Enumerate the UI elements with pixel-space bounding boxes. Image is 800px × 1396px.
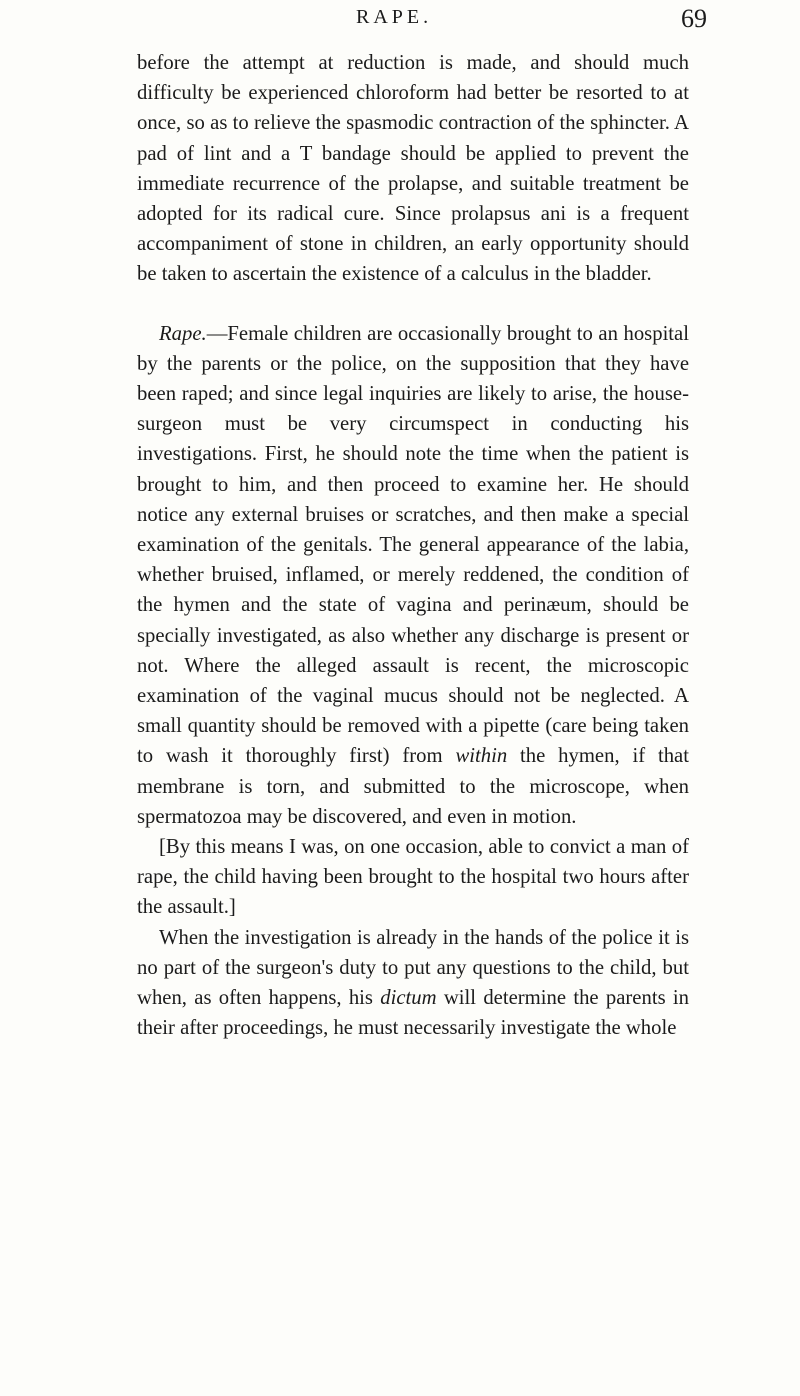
- section-heading-rape: Rape.: [159, 322, 207, 345]
- paragraph-police-text-a: When the investigation is already in the hands of the police it is no part of the surgeon's duty to put any questions to the child, but when, as often happens, his: [137, 926, 689, 1010]
- body-text: [137, 48, 689, 1044]
- running-title: RAPE.: [356, 6, 433, 28]
- paragraph-bracketed-note: [By this means I was, on one occasion, able to convict a man of rape, the child having been brought to the hospital two hours after the assault.]: [137, 836, 689, 919]
- paragraph-police-italic: dictum: [380, 987, 437, 1010]
- paragraph-rape-text-a: —Female children are occasionally brought to an hospital by the parents or the police, on the supposition that they have been raped; and since legal inquiries are likely to arise, the house-surgeon must be very circumspect in conducting his investigations. First, he should note the time when the patient is brought to him, and then proceed to examine her. He should notice any external bruises or scratches, and then make a special examination of the genitals. The general appearance of the labia, whether bruised, inflamed, or merely reddened, the condition of the hymen and the state of vagina and perinæum, should be specially investigated, as also whether any discharge is present or not. Where the alleged assault is recent, the microscopic examination of the vaginal mucus should not be neglected. A small quantity should be removed with a pipette (care being taken to wash it thoroughly first) from: [137, 322, 689, 768]
- paragraph-rape: [137, 319, 689, 832]
- page-number: 69: [681, 4, 707, 33]
- paragraph-rape-italic: within: [455, 745, 508, 768]
- paragraph-prolapse-continuation: before the attempt at reduction is made, and should much difficulty be experienced chloroform had better be resorted to at once, so as to relieve the spasmodic contraction of the sphincter. A pad of lint and a T bandage should be applied to prevent the immediate recurrence of the prolapse, and suitable treatment be adopted for its radical cure. Since prolapsus ani is a frequent accompaniment of stone in children, an early opportunity should be taken to ascertain the existence of a calculus in the bladder.: [137, 52, 689, 286]
- paragraph-police-text-b: will determine the parents in their after proceedings, he must necessarily investigate the whole: [137, 987, 690, 1040]
- paragraph-rape-text-b: the hymen, if that membrane is torn, and submitted to the microscope, when spermatozoa may be discovered, and even in motion.: [137, 745, 689, 828]
- paragraph-police-investigation: [137, 923, 689, 1044]
- running-head: [0, 6, 800, 36]
